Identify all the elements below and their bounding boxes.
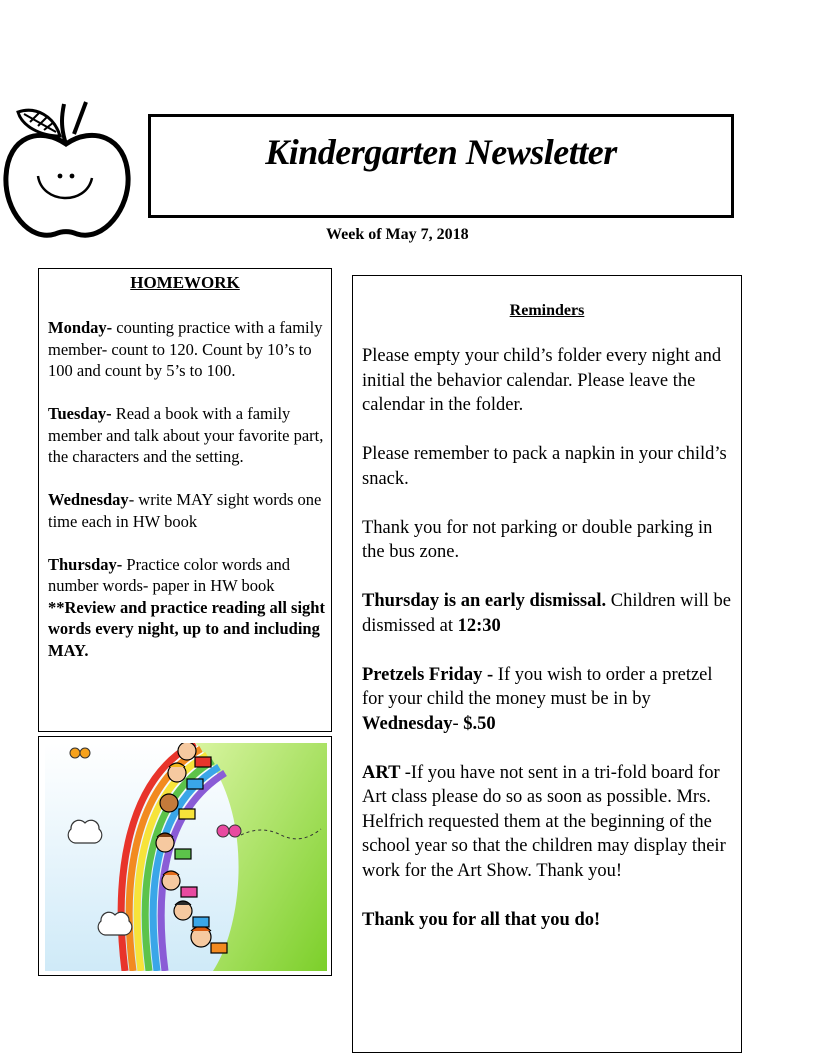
reminders-section — [352, 275, 742, 1053]
homework-wednesday: Wednesday- write MAY sight words one time each in HW book — [48, 490, 322, 531]
homework-monday: Monday- counting practice with a family member- count to 120. Count by 10’s to 100 and count by 5’s to 100. — [48, 318, 323, 380]
reminder-pretzels: Pretzels Friday - If you wish to order a pretzel for your child the money must be in by Wednesday- $.50 — [362, 664, 713, 734]
newsletter-title: Kindergarten Newsletter — [265, 132, 617, 172]
homework-body — [48, 317, 330, 661]
homework-thursday: Thursday- Practice color words and number words- paper in HW book — [48, 554, 290, 595]
reminders-body — [362, 344, 734, 957]
reminder-parking: Thank you for not parking or double parking in the bus zone. — [362, 517, 713, 562]
apple-logo-icon — [0, 96, 134, 246]
rainbow-kids-illustration — [45, 743, 327, 971]
title-box — [148, 114, 734, 218]
homework-heading: HOMEWORK — [130, 273, 240, 292]
homework-section — [38, 268, 332, 732]
homework-tuesday: Tuesday- Read a book with a family member and talk about your favorite part, the characters and the setting. — [48, 404, 324, 466]
kids-picture-frame — [38, 736, 332, 976]
reminder-art: ART -If you have not sent in a tri-fold board for Art class please do so as soon as possible. Mrs. Helfrich requested them at the beginning of the school year so that the children may display their work for the Art Show. Thank you! — [362, 762, 726, 881]
reminder-early-dismissal: Thursday is an early dismissal. Children will be dismissed at 12:30 — [362, 591, 732, 636]
reminders-heading: Reminders — [509, 302, 585, 319]
reminder-napkin: Please remember to pack a napkin in your child’s snack. — [362, 444, 727, 489]
reminder-closing: Thank you for all that you do! — [362, 909, 601, 930]
reminder-folder: Please empty your child’s folder every night and initial the behavior calendar. Please leave the calendar in the folder. — [362, 346, 722, 415]
homework-review-note: **Review and practice reading all sight words every night, up to and including MAY. — [48, 597, 325, 660]
week-date: Week of May 7, 2018 — [326, 226, 469, 243]
